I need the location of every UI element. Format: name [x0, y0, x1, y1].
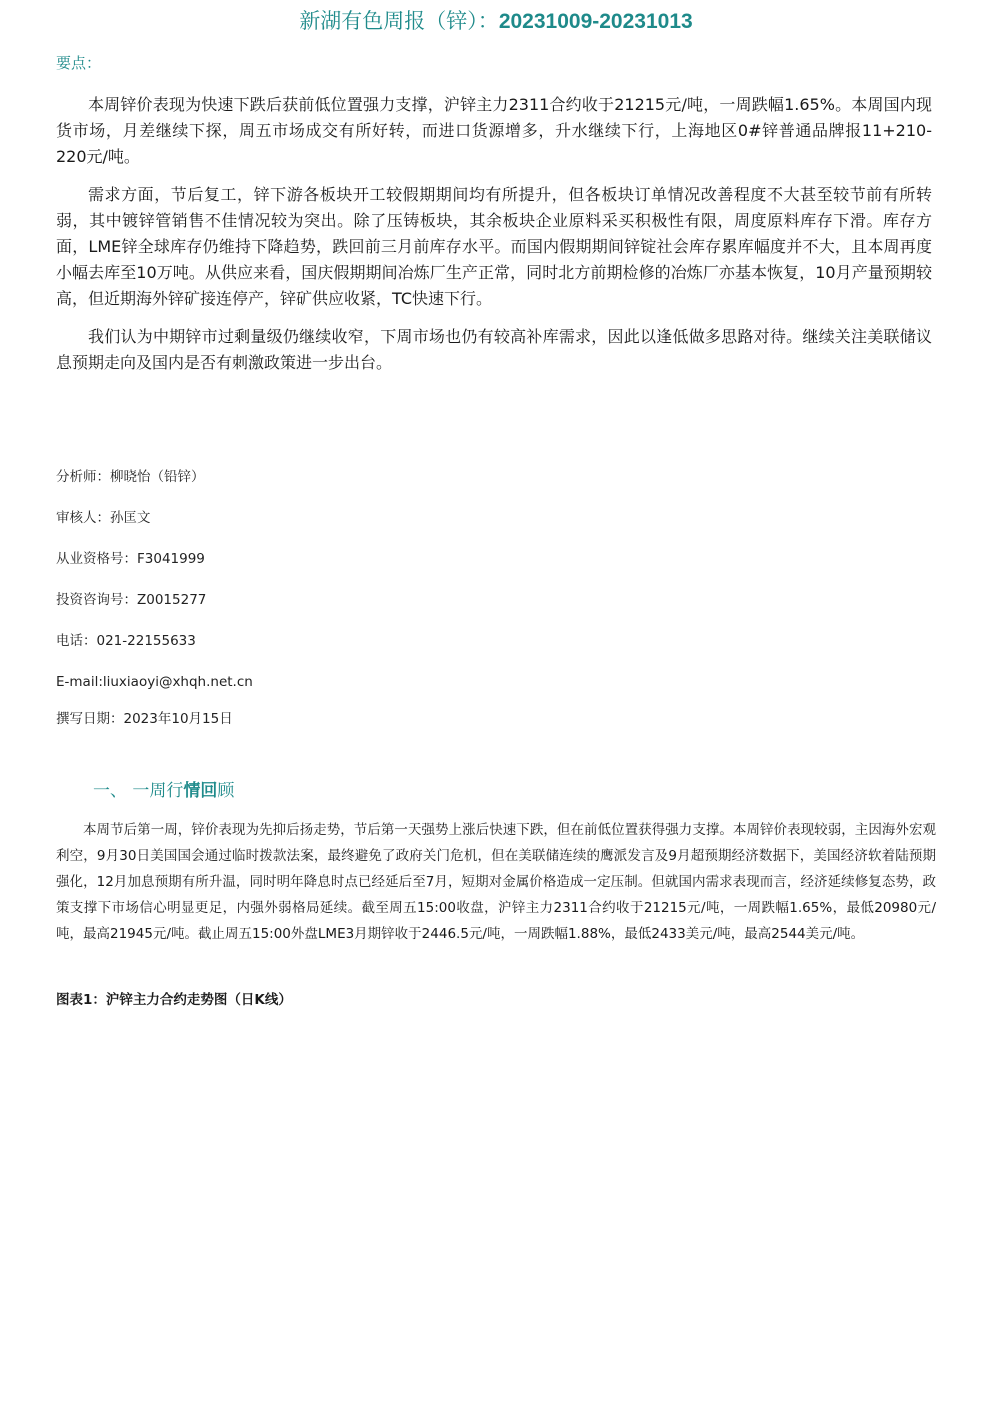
section-heading-part2: 情回	[183, 781, 218, 801]
summary-paragraph-demand: 需求方面，节后复工，锌下游各板块开工较假期期间均有所提升，但各板块订单情况改善程度不大甚至较节前有所转弱，其中镀锌管销售不佳情况较为突出。除了压铸板块，其余板块企业原料采买积极性有限，周度原料库存下滑。库存方面，LME锌全球库存仍维持下降趋势，跌回前三月前库存水平。而国内假期期间锌锭社会库存累库幅度并不大，且本周再度小幅去库至10万吨。从供应来看，国庆假期期间冶炼厂生产正常，同时北方前期检修的冶炼厂亦基本恢复，10月产量预期较高，但近期海外锌矿接连停产，锌矿供应收紧，TC快速下行。	[56, 185, 932, 308]
summary-paragraph-price: 本周锌价表现为快速下跌后获前低位置强力支撑，沪锌主力2311合约收于21215元/吨，一周跌幅1.65%。本周国内现货市场，月差继续下探，周五市场成交有所好转，而进口货源增多，升水继续下行，上海地区0#锌普通品牌报11+210-220元/吨。	[56, 95, 932, 166]
analyst-name: 分析师：柳晓怡（铅锌）	[56, 469, 205, 485]
consulting-number: 投资咨询号：Z0015277	[56, 592, 207, 608]
section-heading-part1: 一、 一周行	[93, 781, 184, 801]
figure-caption: 图表1：沪锌主力合约走势图（日K线）	[56, 992, 292, 1008]
qualification-number: 从业资格号：F3041999	[56, 551, 205, 567]
section-heading-weekly-review	[93, 778, 234, 804]
analyst-info	[56, 466, 656, 749]
report-title-prefix: 新湖有色周报（锌）：	[299, 9, 499, 33]
report-title-dates: 20231009-20231013	[498, 10, 693, 33]
section-body-weekly-review	[56, 817, 936, 947]
report-title	[0, 6, 992, 37]
email-address: E-mail:liuxiaoyi@xhqh.net.cn	[56, 674, 253, 690]
written-date: 撰写日期：2023年10月15日	[56, 711, 233, 727]
phone-number: 电话：021-22155633	[56, 633, 196, 649]
summary-paragraph-outlook: 我们认为中期锌市过剩量级仍继续收窄，下周市场也仍有较高补库需求，因此以逢低做多思路对待。继续关注美联储议息预期走向及国内是否有刺激政策进一步出台。	[56, 327, 932, 372]
keypoints-label: 要点：	[56, 54, 102, 72]
summary-section	[56, 92, 932, 388]
reviewer-name: 审核人：孙匡文	[56, 510, 151, 526]
section-heading-part3: 顾	[217, 781, 235, 801]
weekly-review-paragraph: 本周节后第一周，锌价表现为先抑后扬走势，节后第一天强势上涨后快速下跌，但在前低位置获得强力支撑。本周锌价表现较弱，主因海外宏观利空，9月30日美国国会通过临时拨款法案，最终避免了政府关门危机，但在美联储连续的鹰派发言及9月超预期经济数据下，美国经济软着陆预期强化，12月加息预期有所升温，同时明年降息时点已经延后至7月，短期对金属价格造成一定压制。但就国内需求表现而言，经济延续修复态势，政策支撑下市场信心明显更足，内强外弱格局延续。截至周五15:00收盘，沪锌主力2311合约收于21215元/吨，一周跌幅1.65%，最低20980元/吨，最高21945元/吨。截止周五15:00外盘LME3月期锌收于2446.5元/吨，一周跌幅1.88%，最低2433美元/吨，最高2544美元/吨。	[56, 822, 936, 942]
